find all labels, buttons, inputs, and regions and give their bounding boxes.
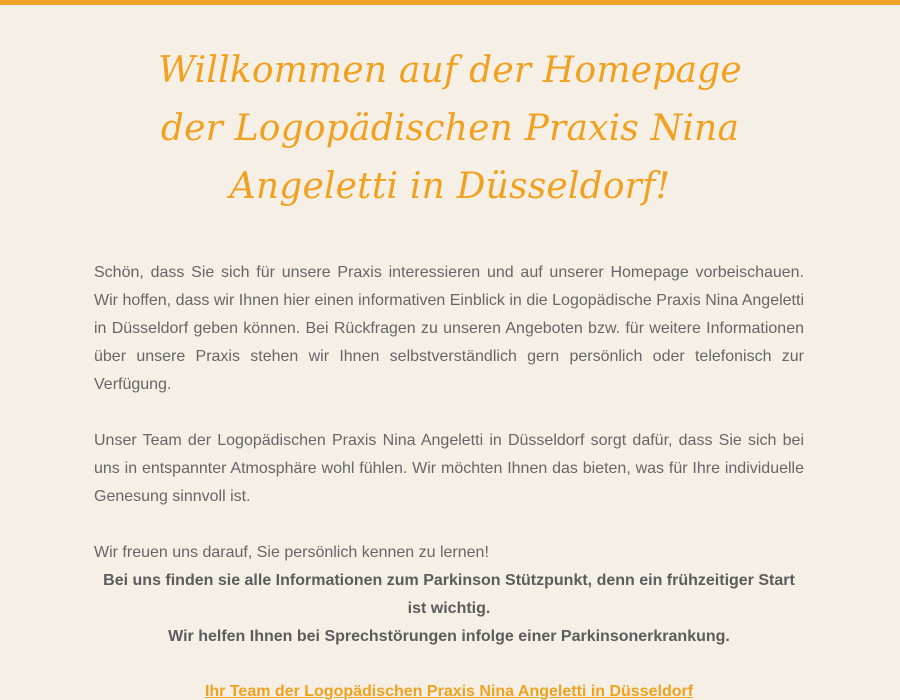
intro-paragraph-1: Schön, dass Sie sich für unsere Praxis interessieren und auf unserer Homepage vorbeischauen. Wir hoffen, dass wir Ihnen hier einen informativen Einblick in die Logopädische Praxis Nina Angeletti in Düsseldorf geben können. Bei Rückfragen zu unseren Angeboten bzw. für weitere Informationen über unsere Praxis stehen wir Ihnen selbstverständlich gern persönlich oder telefonisch zur Verfügung. — [94, 264, 804, 393]
speech-disorder-highlight: Wir helfen Ihnen bei Sprechstörungen infolge einer Parkinsonerkrankung. — [168, 628, 730, 645]
team-signature-link[interactable]: Ihr Team der Logopädischen Praxis Nina Angeletti in Düsseldorf — [204, 683, 694, 700]
parkinson-info-highlight: Bei uns finden sie alle Informationen zum Parkinson Stützpunkt, denn ein frühzeitiger Start ist wichtig. — [103, 572, 795, 617]
page-title: Willkommen auf der Homepage der Logopädischen Praxis Nina Angeletti in Düsseldorf! — [158, 50, 742, 207]
greeting-line: Wir freuen uns darauf, Sie persönlich kennen zu lernen! — [94, 544, 489, 561]
intro-content — [94, 259, 804, 651]
intro-paragraph-2: Unser Team der Logopädischen Praxis Nina Angeletti in Düsseldorf sorgt dafür, dass Sie sich bei uns in entspannter Atmosphäre wohl fühlen. Wir möchten Ihnen das bieten, was für Ihre individuelle Genesung sinnvoll ist. — [94, 432, 804, 505]
top-accent-bar — [0, 0, 900, 5]
